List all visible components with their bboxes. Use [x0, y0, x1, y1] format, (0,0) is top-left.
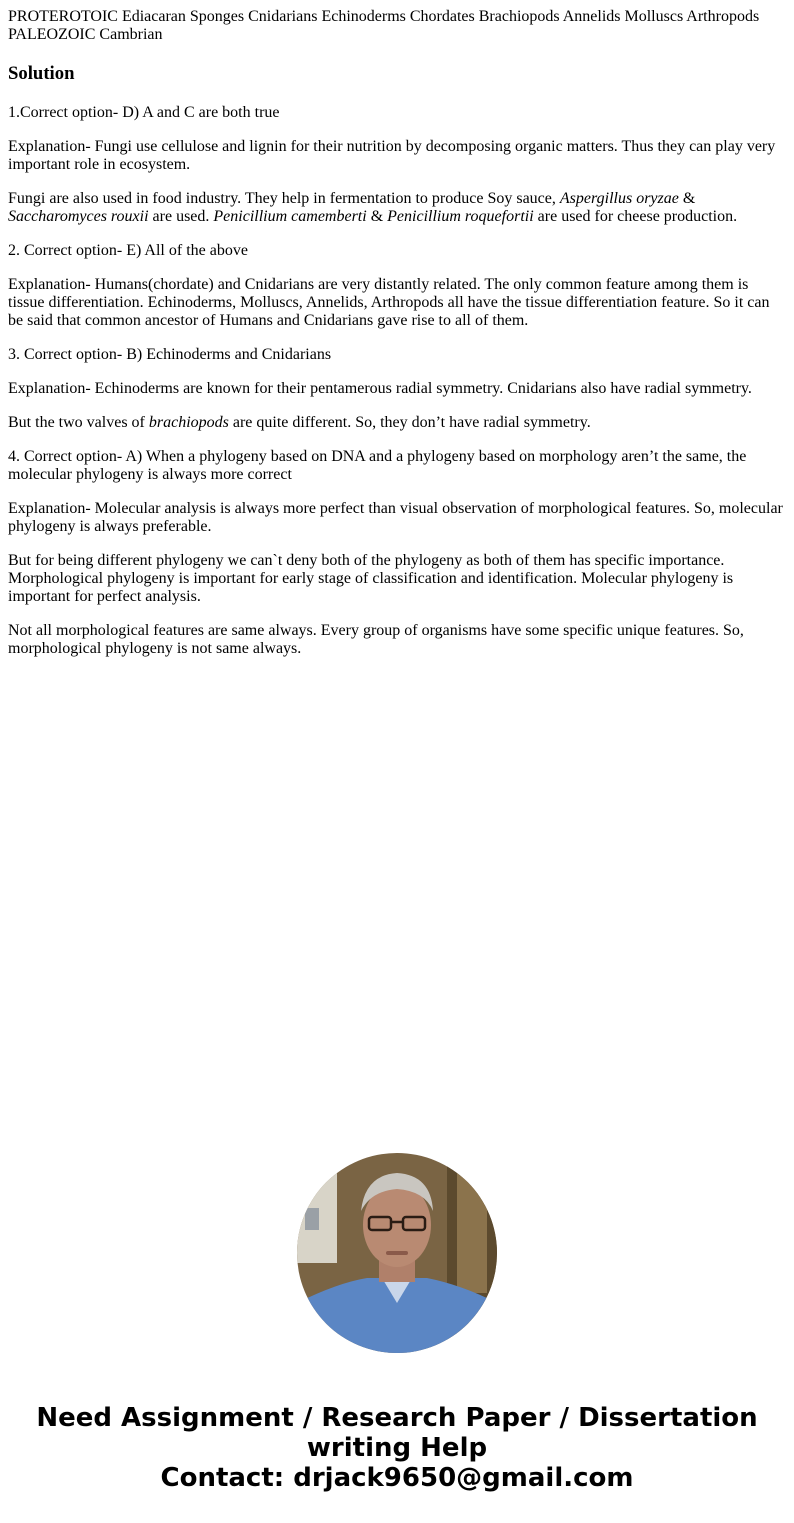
document-content [8, 8, 786, 674]
author-avatar [297, 1153, 497, 1353]
taxon-name: brachiopods [148, 414, 229, 431]
text-run: Fungi are also used in food industry. They help in fermentation to produce Soy sauce, [8, 190, 560, 207]
text-run: are used. [148, 208, 214, 225]
answer-4-option: 4. Correct option- A) When a phylogeny based on DNA and a phylogeny based on morphology aren’t the same, the molecular phylogeny is always more correct [8, 448, 747, 483]
solution-heading: Solution [8, 63, 75, 84]
text-run: & [678, 190, 696, 207]
answer-3-explanation: Explanation- Echinoderms are known for their pentamerous radial symmetry. Cnidarians also have radial symmetry. [8, 380, 752, 397]
answer-2-explanation: Explanation- Humans(chordate) and Cnidarians are very distantly related. The only common feature among them is tissue differentiation. Echinoderms, Molluscs, Annelids, Arthropods all have the tissue differentiation feature. So it can be said that common ancestor of Humans and Cnidarians gave rise to all of them. [8, 276, 770, 329]
banner-line-1: Need Assignment / Research Paper / Dissertation [36, 1403, 758, 1433]
species-name: Saccharomyces rouxii [8, 208, 149, 225]
species-name: Penicillium roquefortii [387, 208, 534, 225]
banner-line-2: writing Help [306, 1433, 488, 1463]
answer-4-explanation: Explanation- Molecular analysis is always more perfect than visual observation of morphological features. So, molecular phylogeny is always preferable. [8, 500, 783, 535]
banner-contact-line: Contact: drjack9650@gmail.com [160, 1463, 634, 1493]
answer-2-option: 2. Correct option- E) All of the above [8, 242, 248, 259]
answer-4-paragraph-3: Not all morphological features are same always. Every group of organisms have some specific unique features. So, morphological phylogeny is not same always. [8, 622, 744, 657]
answer-1-option: 1.Correct option- D) A and C are both true [8, 104, 280, 121]
species-name: Aspergillus oryzae [559, 190, 679, 207]
text-run: & [366, 208, 388, 225]
avatar-portrait-icon [297, 1153, 497, 1353]
text-run: But the two valves of [8, 414, 149, 431]
text-run: are quite different. So, they don’t have radial symmetry. [228, 414, 591, 431]
help-contact-banner [0, 1403, 794, 1493]
answer-3-brachiopods [8, 414, 786, 432]
answer-3-option: 3. Correct option- B) Echinoderms and Cnidarians [8, 346, 332, 363]
taxa-header-line: PROTEROTOIC Ediacaran Sponges Cnidarians Echinoderms Chordates Brachiopods Annelids Molluscs Arthropods PALEOZOIC Cambrian [8, 8, 760, 43]
answer-1-food-industry [8, 190, 786, 226]
species-name: Penicillium camemberti [213, 208, 367, 225]
text-run: are used for cheese production. [533, 208, 738, 225]
answer-4-paragraph-2: But for being different phylogeny we can`t deny both of the phylogeny as both of them has specific importance. Morphological phylogeny is important for early stage of classification and identification. Molecular phylogeny is important for perfect analysis. [8, 552, 734, 605]
answer-1-explanation: Explanation- Fungi use cellulose and lignin for their nutrition by decomposing organic matters. Thus they can play very important role in ecosystem. [8, 138, 776, 173]
